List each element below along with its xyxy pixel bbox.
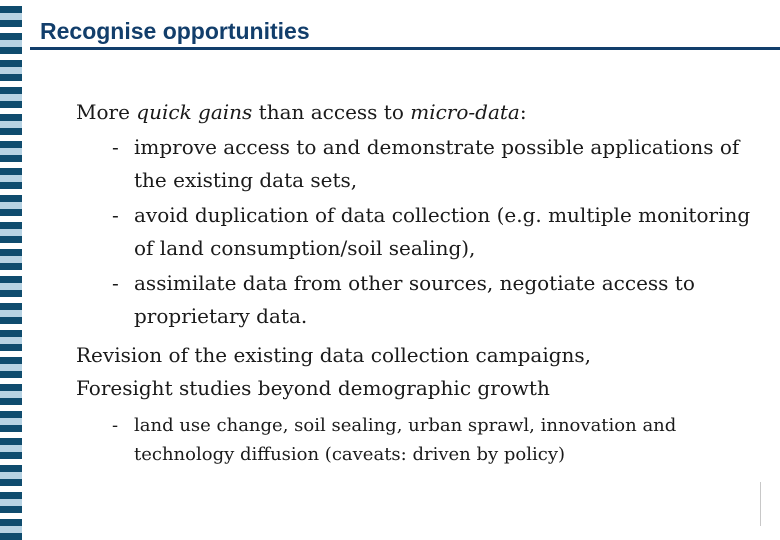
bullet-dash: - <box>112 203 119 227</box>
foresight-line: Foresight studies beyond demographic growth <box>76 376 550 400</box>
bullet-item <box>76 267 756 333</box>
decorative-stripe-bar <box>0 0 22 540</box>
bullet-dash: - <box>112 271 119 295</box>
bullet-text: improve access to and demonstrate possible applications of the existing data sets, <box>134 135 740 192</box>
intro-emphasis-micro-data: micro-data <box>410 100 520 124</box>
slide-title: Recognise opportunities <box>40 18 310 44</box>
title-underline <box>30 47 780 50</box>
bullet-item <box>76 199 756 265</box>
slide-body <box>76 96 756 469</box>
sub-bullet-text: land use change, soil sealing, urban sprawl, innovation and technology diffusion (caveats: driven by policy) <box>134 415 677 465</box>
sub-bullet-item <box>76 411 756 469</box>
intro-middle: than access to <box>252 100 411 124</box>
bullet-item <box>76 131 756 197</box>
bullet-text: avoid duplication of data collection (e.g. multiple monitoring of land consumption/soil sealing), <box>134 203 751 260</box>
intro-emphasis-quick-gains: quick gains <box>136 100 253 124</box>
bullet-dash: - <box>112 135 119 159</box>
bullet-dash: - <box>112 415 119 436</box>
intro-suffix: : <box>519 100 527 124</box>
edge-marker <box>760 482 769 526</box>
intro-prefix: More <box>76 100 137 124</box>
intro-line <box>76 96 756 129</box>
bullet-text: assimilate data from other sources, negotiate access to proprietary data. <box>134 271 695 328</box>
revision-line: Revision of the existing data collection campaigns, <box>76 343 592 367</box>
